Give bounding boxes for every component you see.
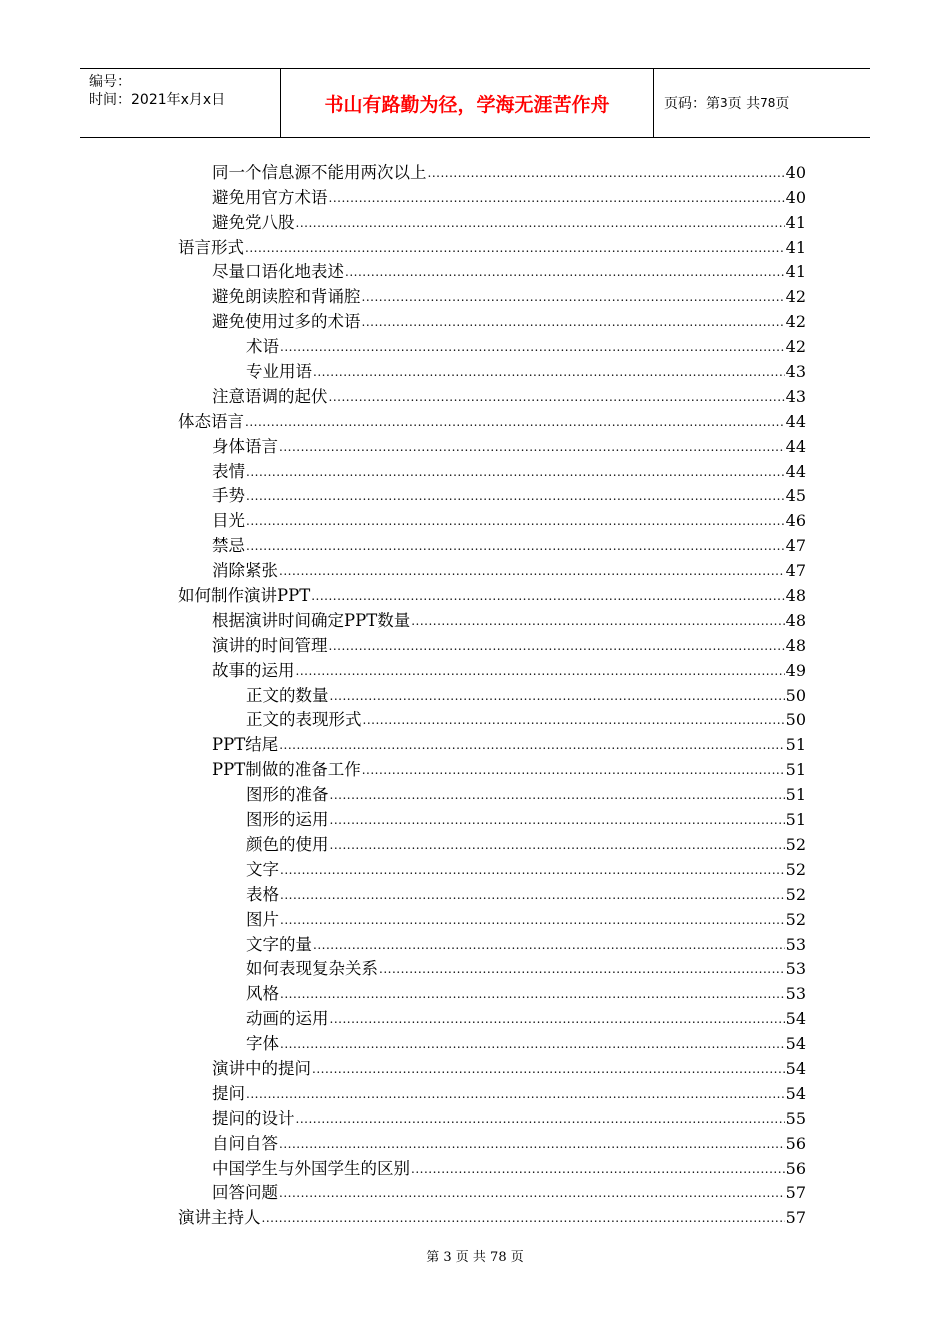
toc-entry[interactable] (178, 1179, 806, 1204)
toc-entry[interactable] (178, 681, 806, 706)
toc-entry-title: 动画的运用 (246, 1009, 329, 1029)
toc-entry-page: 53 (785, 984, 806, 1004)
toc-dot-leader (311, 589, 784, 603)
toc-dot-leader (280, 913, 785, 927)
toc-entry-page: 48 (785, 586, 806, 606)
page-prefix: 页码：第 (664, 96, 720, 112)
toc-entry-page: 44 (785, 411, 806, 431)
toc-entry-title: 专业用语 (246, 362, 312, 382)
toc-dot-leader (329, 639, 785, 653)
toc-entry-page: 42 (785, 337, 806, 357)
toc-entry-title: 演讲的时间管理 (212, 635, 328, 655)
toc-dot-leader (246, 539, 785, 553)
toc-entry-title: 手势 (212, 486, 245, 506)
document-time-label: 时间：2021年x月x日 (89, 92, 226, 108)
toc-entry-page: 53 (785, 959, 806, 979)
toc-dot-leader (411, 1162, 785, 1176)
header-page-info (654, 69, 870, 137)
toc-entry-title: 避免使用过多的术语 (212, 312, 361, 332)
page-total: 78 (760, 96, 776, 110)
toc-entry[interactable] (178, 955, 806, 980)
toc-entry-title: PPT结尾 (212, 735, 279, 755)
toc-entry[interactable] (178, 158, 806, 183)
toc-entry-title: 正文的数量 (246, 685, 329, 705)
toc-entry-page: 51 (785, 785, 806, 805)
toc-entry-page: 54 (785, 1009, 806, 1029)
document-number-label: 编号： (89, 74, 131, 90)
toc-dot-leader (280, 863, 785, 877)
toc-dot-leader (279, 564, 785, 578)
toc-dot-leader (428, 166, 785, 180)
toc-entry-page: 45 (785, 486, 806, 506)
toc-entry-title: 消除紧张 (212, 561, 278, 581)
toc-dot-leader (330, 813, 785, 827)
toc-entry-title: 避免党八股 (212, 212, 295, 232)
toc-entry[interactable] (178, 930, 806, 955)
toc-dot-leader (313, 365, 785, 379)
toc-dot-leader (330, 1012, 785, 1026)
toc-dot-leader (279, 1186, 785, 1200)
toc-dot-leader (279, 1137, 785, 1151)
toc-entry[interactable] (178, 780, 806, 805)
toc-entry-title: 图形的运用 (246, 810, 329, 830)
toc-dot-leader (329, 390, 785, 404)
toc-entry-title: 同一个信息源不能用两次以上 (212, 162, 427, 182)
toc-entry-page: 52 (785, 859, 806, 879)
toc-entry-title: 表格 (246, 884, 279, 904)
toc-dot-leader (280, 1037, 785, 1051)
toc-dot-leader (245, 241, 785, 255)
toc-dot-leader (279, 440, 785, 454)
toc-entry-title: 体态语言 (178, 411, 244, 431)
toc-entry-page: 42 (785, 287, 806, 307)
header-motto-cell (281, 69, 654, 137)
page-current: 3 (720, 96, 728, 110)
toc-entry[interactable] (178, 407, 806, 432)
toc-entry-page: 43 (785, 386, 806, 406)
toc-entry[interactable] (178, 208, 806, 233)
toc-entry[interactable] (178, 979, 806, 1004)
toc-entry-title: 避免用官方术语 (212, 187, 328, 207)
toc-entry[interactable] (178, 755, 806, 780)
toc-dot-leader (245, 415, 785, 429)
toc-entry[interactable] (178, 880, 806, 905)
toc-entry-page: 52 (785, 909, 806, 929)
toc-entry-page: 54 (785, 1058, 806, 1078)
toc-entry[interactable] (178, 531, 806, 556)
toc-dot-leader (246, 1087, 785, 1101)
toc-entry-page: 50 (785, 685, 806, 705)
page-header (80, 68, 870, 138)
toc-entry[interactable] (178, 556, 806, 581)
toc-dot-leader (411, 614, 784, 628)
header-meta (80, 69, 281, 137)
toc-entry[interactable] (178, 233, 806, 258)
toc-entry[interactable] (178, 1104, 806, 1129)
toc-entry-page: 56 (785, 1133, 806, 1153)
toc-entry[interactable] (178, 307, 806, 332)
toc-entry-title: 正文的表现形式 (246, 710, 362, 730)
toc-entry-title: 禁忌 (212, 536, 245, 556)
toc-entry-page: 40 (785, 162, 806, 182)
toc-entry-title: 颜色的使用 (246, 834, 329, 854)
toc-dot-leader (363, 713, 785, 727)
toc-dot-leader (362, 290, 785, 304)
toc-entry-page: 47 (785, 561, 806, 581)
toc-dot-leader (280, 987, 785, 1001)
toc-entry-title: 提问的设计 (212, 1108, 295, 1128)
toc-entry-title: 演讲主持人 (178, 1208, 261, 1228)
toc-entry-page: 41 (785, 212, 806, 232)
toc-entry-page: 52 (785, 884, 806, 904)
toc-entry-title: 风格 (246, 984, 279, 1004)
toc-entry[interactable] (178, 382, 806, 407)
toc-entry[interactable] (178, 332, 806, 357)
table-of-contents (178, 158, 806, 1228)
toc-entry-page: 56 (785, 1158, 806, 1178)
toc-dot-leader (246, 465, 785, 479)
toc-entry-page: 46 (785, 511, 806, 531)
toc-entry-title: 字体 (246, 1034, 279, 1054)
toc-dot-leader (345, 265, 785, 279)
toc-entry-page: 55 (785, 1108, 806, 1128)
toc-entry-page: 50 (785, 710, 806, 730)
toc-entry-title: 自问自答 (212, 1133, 278, 1153)
toc-entry-title: 演讲中的提问 (212, 1058, 311, 1078)
toc-entry[interactable] (178, 631, 806, 656)
toc-entry[interactable] (178, 1154, 806, 1179)
toc-entry-title: PPT制做的准备工作 (212, 760, 361, 780)
toc-entry-title: 尽量口语化地表述 (212, 262, 344, 282)
toc-entry-title: 图形的准备 (246, 785, 329, 805)
toc-dot-leader (246, 489, 785, 503)
toc-entry-title: 中国学生与外国学生的区别 (212, 1158, 410, 1178)
toc-dot-leader (330, 838, 785, 852)
toc-entry-page: 40 (785, 187, 806, 207)
toc-dot-leader (330, 788, 785, 802)
toc-dot-leader (313, 938, 785, 952)
toc-entry-title: 根据演讲时间确定PPT数量 (212, 610, 411, 630)
toc-entry-title: 回答问题 (212, 1183, 278, 1203)
toc-entry-title: 图片 (246, 909, 279, 929)
toc-entry[interactable] (178, 258, 806, 283)
toc-entry[interactable] (178, 606, 806, 631)
page-suffix: 页 (775, 96, 790, 112)
toc-dot-leader (279, 738, 784, 752)
toc-entry-page: 41 (785, 262, 806, 282)
toc-dot-leader (296, 664, 785, 678)
toc-entry[interactable] (178, 1029, 806, 1054)
toc-entry-page: 51 (785, 760, 806, 780)
toc-entry-title: 语言形式 (178, 237, 244, 257)
toc-entry[interactable] (178, 730, 806, 755)
toc-dot-leader (312, 1062, 785, 1076)
toc-entry-page: 48 (785, 635, 806, 655)
header-motto: 书山有路勤为径，学海无涯苦作舟 (324, 93, 610, 116)
toc-dot-leader (296, 1112, 785, 1126)
toc-entry[interactable] (178, 1203, 806, 1228)
toc-entry-title: 故事的运用 (212, 660, 295, 680)
toc-entry[interactable] (178, 905, 806, 930)
toc-entry-title: 如何制作演讲PPT (178, 586, 311, 606)
toc-dot-leader (296, 216, 785, 230)
toc-entry[interactable] (178, 482, 806, 507)
toc-entry-page: 51 (785, 735, 806, 755)
toc-entry-page: 49 (785, 660, 806, 680)
toc-dot-leader (379, 962, 785, 976)
toc-entry[interactable] (178, 282, 806, 307)
toc-entry-page: 53 (785, 934, 806, 954)
toc-entry[interactable] (178, 855, 806, 880)
toc-dot-leader (262, 1211, 785, 1225)
toc-entry-page: 51 (785, 810, 806, 830)
toc-entry-title: 目光 (212, 511, 245, 531)
toc-dot-leader (280, 888, 785, 902)
toc-dot-leader (280, 340, 785, 354)
toc-entry[interactable] (178, 357, 806, 382)
toc-entry-page: 44 (785, 436, 806, 456)
toc-entry[interactable] (178, 183, 806, 208)
toc-dot-leader (362, 315, 785, 329)
toc-entry-title: 提问 (212, 1083, 245, 1103)
toc-entry[interactable] (178, 581, 806, 606)
toc-dot-leader (330, 689, 785, 703)
toc-entry-page: 54 (785, 1034, 806, 1054)
toc-dot-leader (329, 191, 785, 205)
toc-entry[interactable] (178, 656, 806, 681)
toc-entry-title: 如何表现复杂关系 (246, 959, 378, 979)
toc-entry-page: 47 (785, 536, 806, 556)
toc-entry-page: 52 (785, 834, 806, 854)
toc-entry[interactable] (178, 706, 806, 731)
toc-entry[interactable] (178, 805, 806, 830)
toc-entry-page: 44 (785, 461, 806, 481)
toc-entry-title: 身体语言 (212, 436, 278, 456)
toc-entry-title: 注意语调的起伏 (212, 386, 328, 406)
toc-entry-page: 43 (785, 362, 806, 382)
toc-entry[interactable] (178, 1129, 806, 1154)
toc-entry-title: 避免朗读腔和背诵腔 (212, 287, 361, 307)
toc-dot-leader (246, 514, 785, 528)
toc-entry-page: 48 (785, 610, 806, 630)
page-mid: 页 共 (727, 96, 761, 112)
toc-entry[interactable] (178, 432, 806, 457)
toc-entry[interactable] (178, 830, 806, 855)
toc-entry[interactable] (178, 506, 806, 531)
toc-entry-page: 41 (785, 237, 806, 257)
page-footer: 第 3 页 共 78 页 (426, 1250, 524, 1265)
toc-entry[interactable] (178, 1004, 806, 1029)
toc-entry-page: 42 (785, 312, 806, 332)
toc-entry-title: 文字 (246, 859, 279, 879)
toc-entry-title: 术语 (246, 337, 279, 357)
toc-dot-leader (362, 763, 785, 777)
toc-entry[interactable] (178, 457, 806, 482)
toc-entry-page: 57 (785, 1183, 806, 1203)
toc-entry-page: 57 (785, 1208, 806, 1228)
toc-entry[interactable] (178, 1079, 806, 1104)
toc-entry-page: 54 (785, 1083, 806, 1103)
toc-entry[interactable] (178, 1054, 806, 1079)
toc-entry-title: 文字的量 (246, 934, 312, 954)
toc-entry-title: 表情 (212, 461, 245, 481)
